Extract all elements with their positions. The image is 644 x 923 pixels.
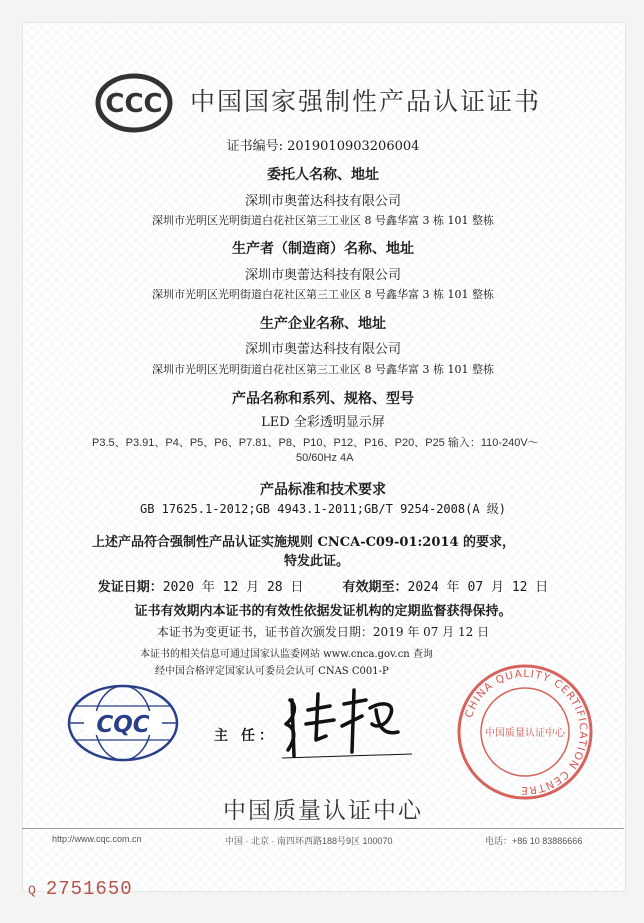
issue-date-value: 2020 年 12 月 28 日 <box>162 580 304 595</box>
factory-address: 深圳市光明区光明街道白花社区第三工业区 8 号鑫华富 3 栋 101 整栋 <box>152 363 494 376</box>
footer-phone: 电话：+86 10 83886666 <box>485 836 583 846</box>
certificate-title: 中国国家强制性产品认证证书 <box>190 87 542 116</box>
change-note: 本证书为变更证书，证书首次颁发日期：2019 年 07 月 12 日 <box>156 625 490 639</box>
manufacturer-address: 深圳市光明区光明街道白花社区第三工业区 8 号鑫华富 3 栋 101 整栋 <box>152 288 494 301</box>
serial-prefix: Q <box>28 883 36 898</box>
certification-stamp <box>455 662 595 802</box>
serial-value: 2751650 <box>45 878 133 900</box>
expiry-date-label: 有效期至： <box>342 580 408 595</box>
applicant-heading: 委托人名称、地址 <box>267 167 379 183</box>
serial-number <box>28 878 133 900</box>
cqc-logo-text: CQC <box>96 712 150 738</box>
footer-url[interactable]: http://www.cqc.com.cn <box>52 834 142 844</box>
conformity-statement: 上述产品符合强制性产品认证实施规则 CNCA-C09-01:2014 的要求， <box>92 535 516 550</box>
conformity-statement-end: 特发此证。 <box>284 554 350 569</box>
factory-heading: 生产企业名称、地址 <box>260 316 386 332</box>
product-models: P3.5、P3.91、P4、P5、P6、P7.81、P8、P10、P12、P16、P20、P25 输入：110-240V～ <box>92 437 539 449</box>
applicant-address: 深圳市光明区光明街道白花社区第三工业区 8 号鑫华富 3 栋 101 整栋 <box>152 214 494 227</box>
organization-name: 中国质量认证中心 <box>223 798 423 824</box>
footer-divider <box>22 828 624 829</box>
product-heading: 产品名称和系列、规格、型号 <box>232 391 414 407</box>
validity-note: 证书有效期内本证书的有效性依据发证机构的定期监督获得保持。 <box>134 604 512 619</box>
stamp-inner-text: 中国质量认证中心 <box>485 728 565 739</box>
issue-date-label: 发证日期： <box>97 580 163 595</box>
expiry-date-value: 2024 年 07 月 12 日 <box>407 580 549 595</box>
ccc-logo <box>95 72 173 134</box>
ccc-logo-text: CCC <box>105 89 163 119</box>
cqc-logo <box>64 682 182 764</box>
manufacturer-name: 深圳市奥蕾达科技有限公司 <box>244 268 401 283</box>
applicant-name: 深圳市奥蕾达科技有限公司 <box>244 194 401 209</box>
info-note: 本证书的相关信息可通过国家认监委网站 www.cnca.gov.cn 查询 <box>140 649 433 660</box>
product-rating: 50/60Hz 4A <box>296 452 354 464</box>
standards-heading: 产品标准和技术要求 <box>260 482 386 498</box>
footer-address: 中国 · 北京 · 南四环西路188号9区 100070 <box>225 836 393 846</box>
director-signature <box>272 680 422 764</box>
product-name: LED 全彩透明显示屏 <box>261 415 385 430</box>
factory-name: 深圳市奥蕾达科技有限公司 <box>244 342 401 357</box>
stamp-outer-text: CHINA QUALITY CERTIFICATION CENTRE <box>463 667 590 797</box>
standards-value: GB 17625.1-2012;GB 4943.1-2011;GB/T 9254-2008(A 级) <box>139 502 506 516</box>
dates-row <box>22 576 624 595</box>
director-label: 主 任： <box>214 728 277 744</box>
accreditation-note: 经中国合格评定国家认可委员会认可 CNAS C001-P <box>155 666 389 677</box>
manufacturer-heading: 生产者（制造商）名称、地址 <box>232 241 414 257</box>
certificate-number: 证书编号: 2019010903206004 <box>226 139 420 154</box>
